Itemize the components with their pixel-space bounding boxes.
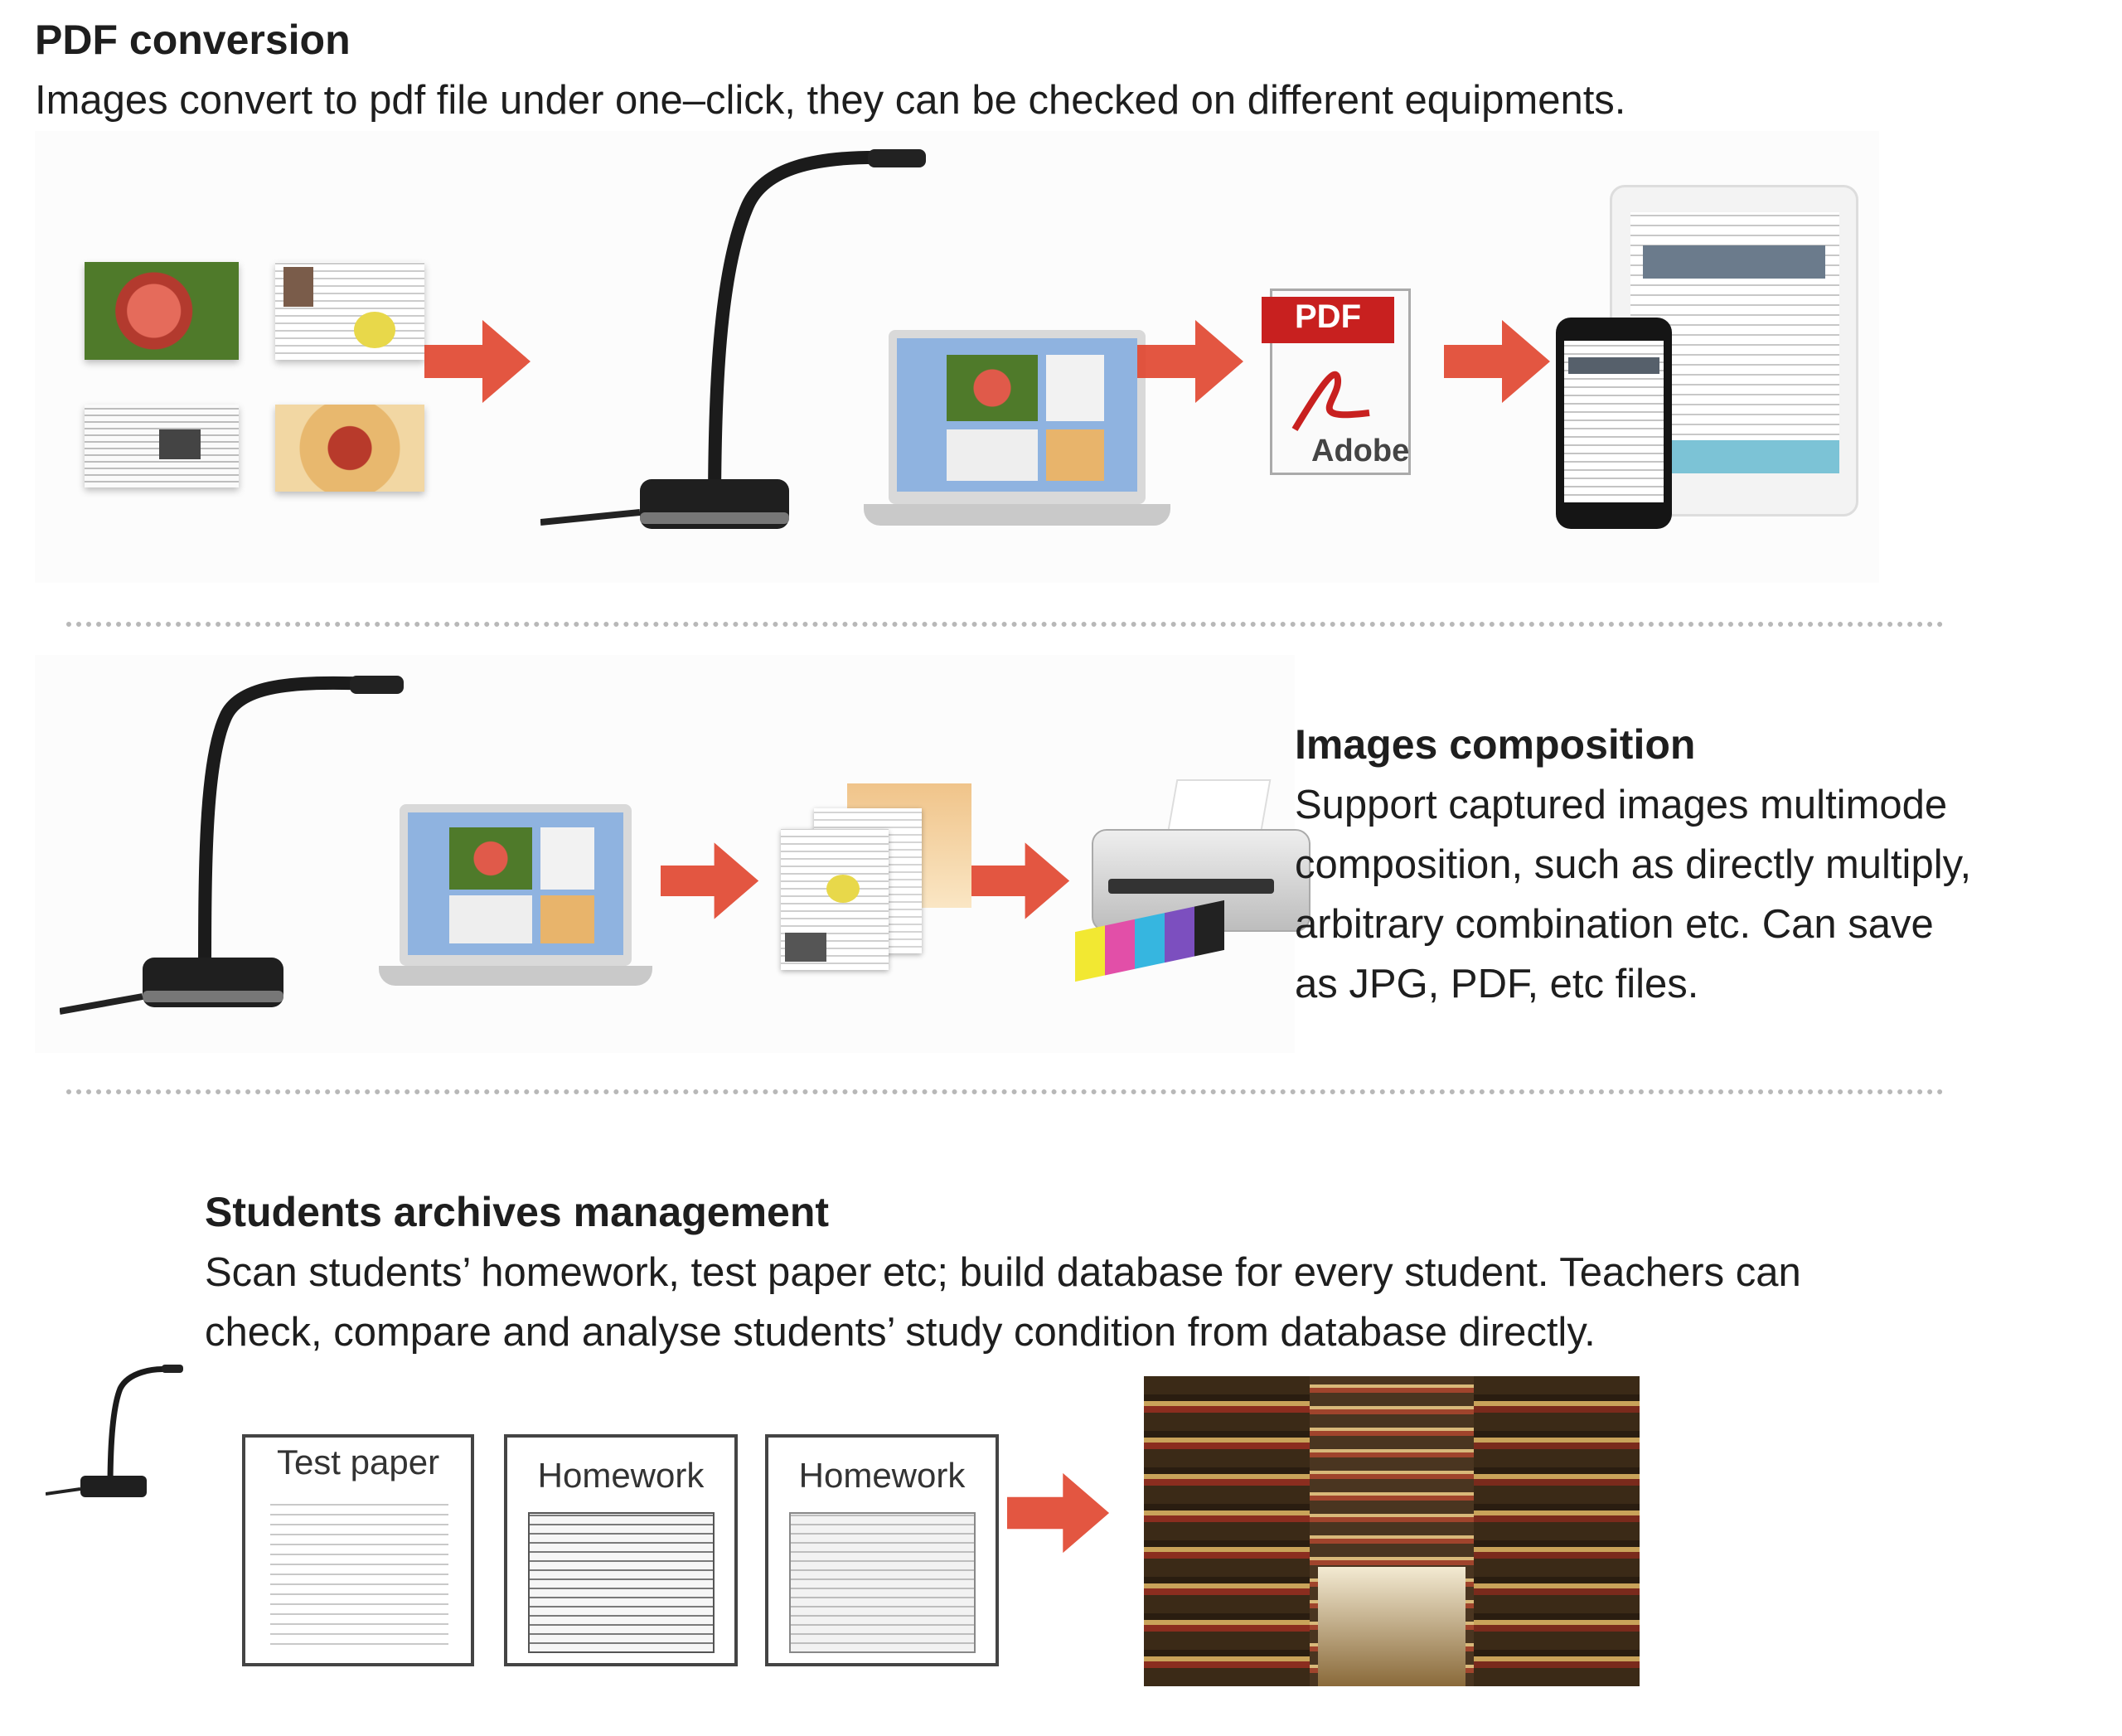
composition-section-title: Images composition <box>1295 721 1696 768</box>
rose-photo-thumbnail <box>85 262 239 360</box>
document-page-thumbnail <box>275 262 424 360</box>
smartphone-icon <box>1556 318 1672 529</box>
archives-line-2: check, compare and analyse students’ study condition from database directly. <box>205 1310 1596 1355</box>
card-label: Test paper <box>276 1443 440 1481</box>
pdf-badge-label: PDF <box>1295 298 1361 335</box>
laptop-icon <box>864 330 1170 529</box>
printer-icon <box>1075 779 1324 987</box>
composition-workflow-illustration <box>35 655 1295 1053</box>
pdf-file-icon <box>1262 289 1427 479</box>
homework-card <box>504 1434 738 1666</box>
newspaper-thumbnail <box>85 405 239 487</box>
adobe-label: Adobe <box>1311 434 1410 468</box>
arrow-right-icon <box>424 320 532 403</box>
laptop-icon <box>379 804 652 991</box>
pdf-section-description: Images convert to pdf file under one–click, they can be checked on different equipments. <box>35 78 1626 123</box>
card-label: Homework <box>798 1456 966 1495</box>
arrow-right-icon <box>1007 1472 1111 1554</box>
composition-line-2: composition, such as directly multiply, <box>1295 842 1972 887</box>
document-camera-icon <box>46 1360 187 1505</box>
composition-line-1: Support captured images multimode <box>1295 783 1948 827</box>
test-paper-card <box>242 1434 474 1666</box>
arrow-right-icon <box>971 841 1071 920</box>
acrobat-logo-icon <box>1286 355 1386 438</box>
pdf-section-title: PDF conversion <box>35 17 351 63</box>
section-divider <box>66 1089 1944 1094</box>
composition-line-4: as JPG, PDF, etc files. <box>1295 962 1699 1006</box>
library-database-photo <box>1144 1376 1640 1686</box>
section-divider <box>66 622 1944 627</box>
pdf-workflow-illustration <box>35 131 1879 583</box>
arrow-right-icon <box>1444 320 1552 403</box>
composed-pages-stack <box>764 783 980 974</box>
archives-section-title: Students archives management <box>205 1189 830 1235</box>
arrow-right-icon <box>1137 320 1245 403</box>
homework-card <box>765 1434 999 1666</box>
card-label: Homework <box>537 1456 705 1495</box>
composition-line-3: arbitrary combination etc. Can save <box>1295 902 1934 947</box>
arrow-right-icon <box>661 841 760 920</box>
archives-line-1: Scan students’ homework, test paper etc; build database for every student. Teachers can <box>205 1250 1801 1295</box>
document-camera-icon <box>60 672 408 1020</box>
fruit-photo-thumbnail <box>275 405 424 492</box>
